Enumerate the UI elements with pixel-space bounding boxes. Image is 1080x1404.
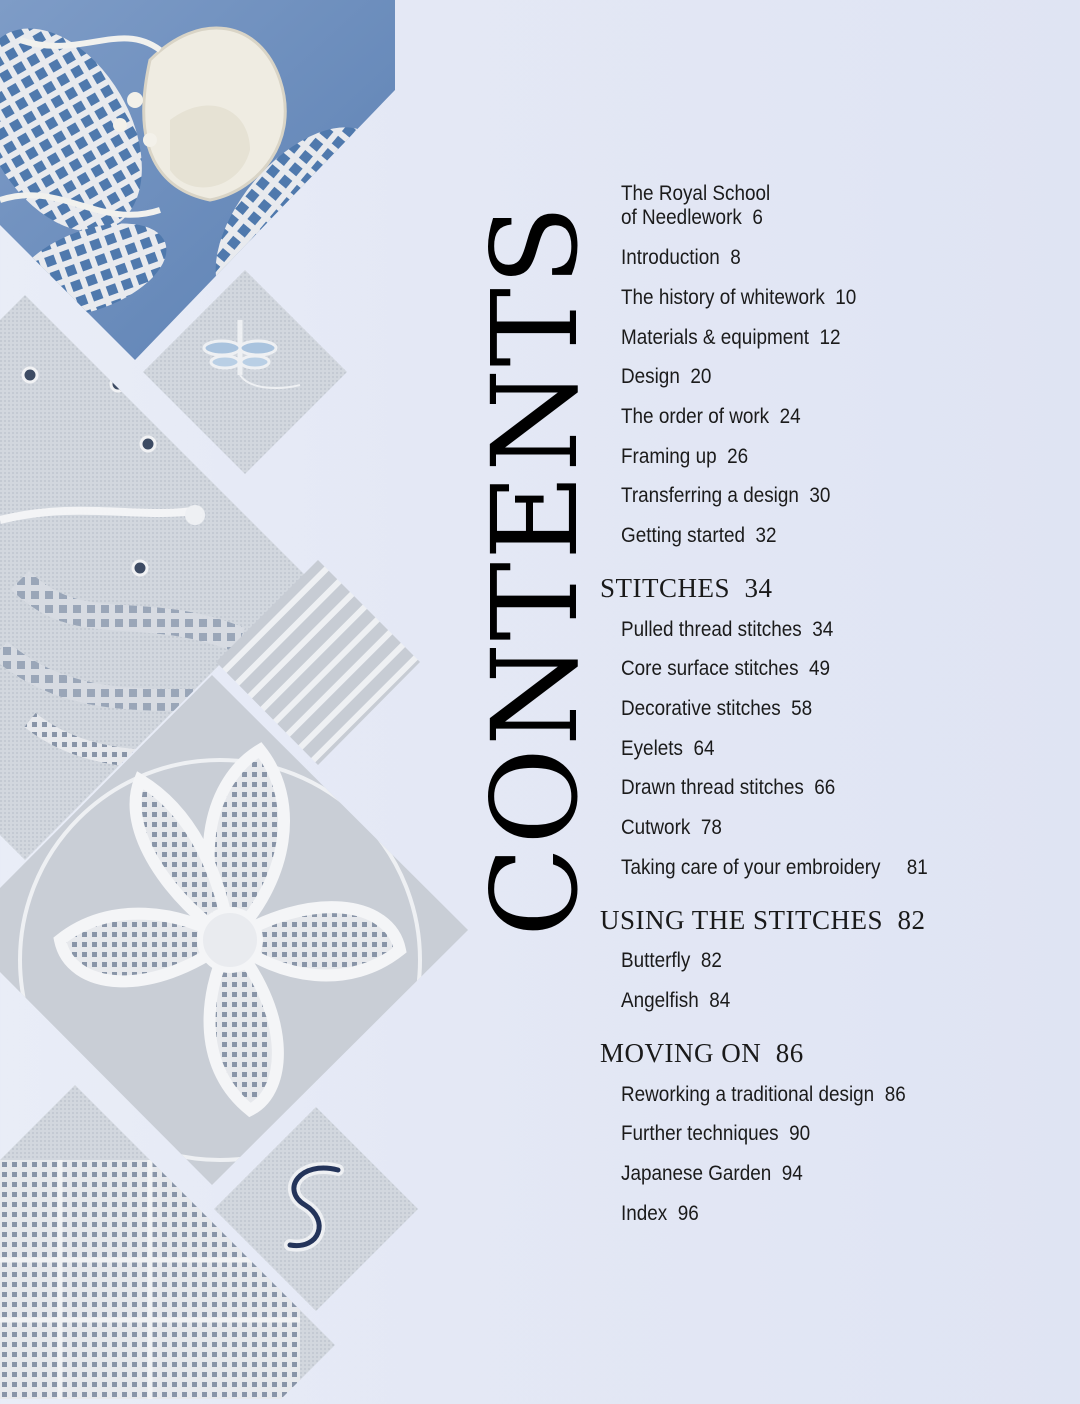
section-heading-page: 86 [775,1038,804,1068]
toc-entry [621,1122,810,1146]
section-heading-label: USING THE STITCHES [600,905,884,935]
contents-title: CONTENTS [466,203,604,937]
toc-entry [621,816,722,840]
toc-entry-label: Japanese Garden [621,1162,772,1185]
toc-entry [621,1083,906,1107]
toc-entry-label: Butterfly [621,949,691,972]
toc-entry-page: 32 [755,524,777,547]
toc-entry-page: 64 [693,737,715,760]
toc-entry [621,484,830,508]
toc-entry-label: The Royal School [621,182,771,205]
toc-entry-page: 20 [690,365,712,388]
toc-entry [621,618,833,642]
toc-entry-page: 8 [730,246,741,269]
toc-entry [621,365,711,389]
toc-entry [621,524,777,548]
toc-entry-label: Design [621,365,680,388]
toc-entry [621,286,856,310]
toc-entry-page: 94 [781,1162,803,1185]
toc-entry-page: 49 [809,657,831,680]
toc-entry [621,737,715,761]
toc-entry [621,1202,699,1226]
toc-entry-page: 82 [700,949,722,972]
toc-entry-page: 78 [700,816,722,839]
toc-entry-page: 96 [677,1202,699,1225]
toc-entry-page: 66 [814,776,836,799]
toc-entry [621,776,835,800]
toc-entry-royal-school [621,182,770,230]
toc-entry-page: 81 [906,856,928,879]
toc-entry-page: 30 [809,484,831,507]
toc-entry-label: Getting started [621,524,745,547]
section-heading-label: STITCHES [600,573,731,603]
toc-entry-page: 34 [812,618,834,641]
collage-svg [0,0,480,1399]
toc-entry-label: Index [621,1202,668,1225]
section-heading-page: 82 [897,905,926,935]
toc-entry-page: 26 [727,445,749,468]
section-heading-moving-on [600,1038,804,1068]
toc-entry-page: 84 [709,989,731,1012]
toc-entry-label: Materials & equipment [621,326,810,349]
toc-entry-page: 12 [819,326,841,349]
embroidery-photo-collage [0,0,480,1399]
toc-entry [621,856,928,880]
toc-entry [621,657,830,681]
toc-entry-label: Drawn thread stitches [621,776,804,799]
section-heading-stitches [600,573,773,603]
toc-entry [621,445,748,469]
toc-entry-page: 90 [789,1122,811,1145]
toc-entry-page: 58 [791,697,813,720]
toc-entry [621,949,722,973]
toc-entry-label: The history of whitework [621,286,825,309]
toc-entry [621,246,741,270]
toc-entry [621,326,841,350]
section-heading-using-the-stitches [600,905,926,935]
toc-entry [621,697,812,721]
toc-entry-label: Reworking a traditional design [621,1083,875,1106]
toc-entry [621,1162,803,1186]
toc-entry-label: Decorative stitches [621,697,781,720]
toc-entry-label: Cutwork [621,816,691,839]
toc-entry-label: Taking care of your embroidery [621,856,881,879]
toc-entry-label: Framing up [621,445,717,468]
toc-entry-page: 86 [884,1083,906,1106]
toc-entry [621,405,801,429]
toc-entry-label: Transferring a design [621,484,799,507]
toc-entry-label: of Needlework [621,206,742,229]
toc-entry-page: 6 [752,206,763,229]
toc-entry-label: Core surface stitches [621,657,799,680]
toc-entry-page: 24 [779,405,801,428]
section-heading-page: 34 [744,573,773,603]
toc-entry-page: 10 [835,286,857,309]
section-heading-label: MOVING ON [600,1038,762,1068]
toc-entry-label: Angelfish [621,989,699,1012]
toc-entry-label: Further techniques [621,1122,779,1145]
toc-entry-label: Pulled thread stitches [621,618,802,641]
toc-entry-label: The order of work [621,405,770,428]
toc-entry [621,989,730,1013]
toc-entry-label: Introduction [621,246,720,269]
toc-entry-label: Eyelets [621,737,683,760]
